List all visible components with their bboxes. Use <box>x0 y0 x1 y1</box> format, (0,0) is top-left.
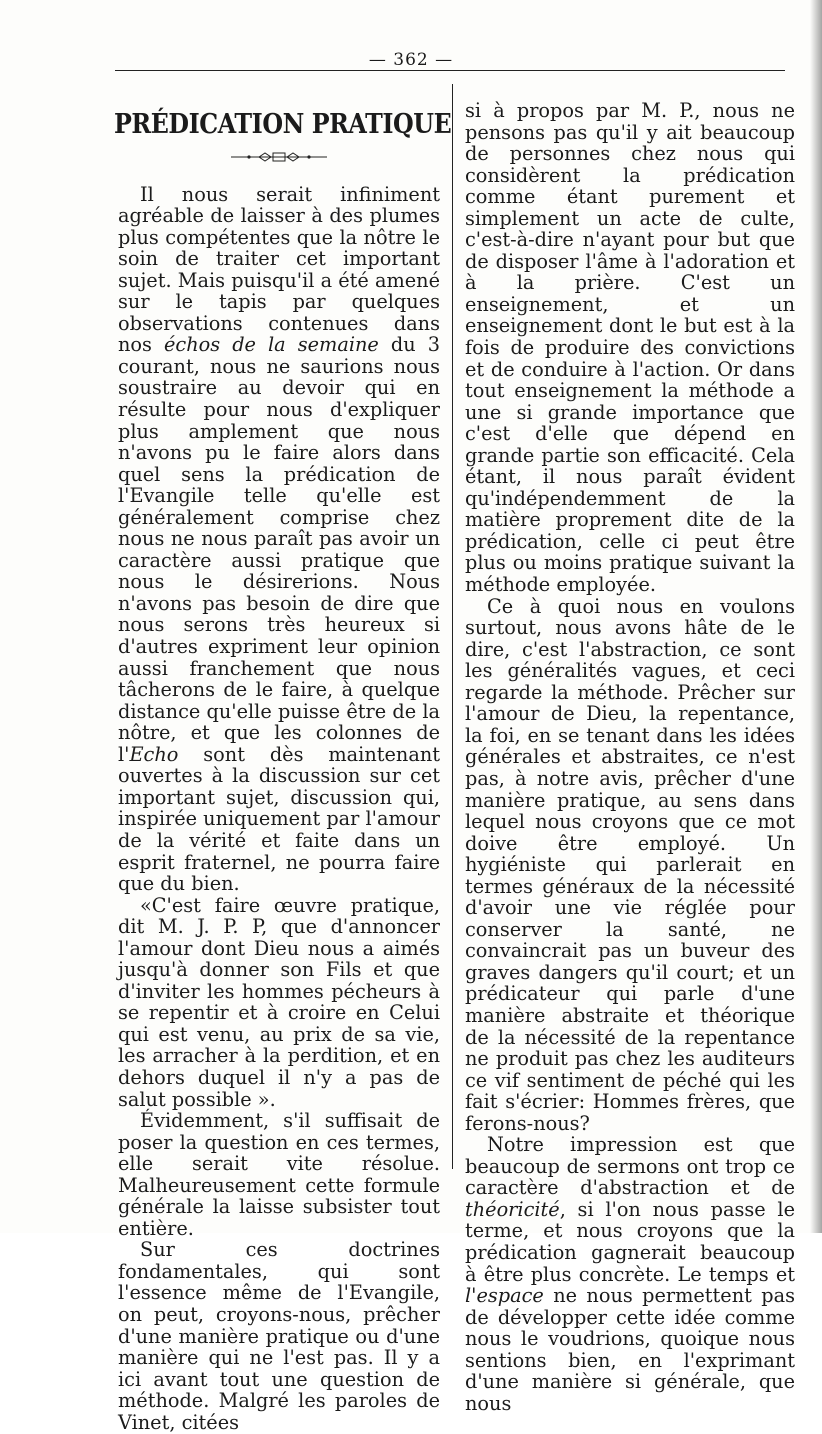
text-span: sont dès maintenant ouvertes à la discussion sur cet important sujet, discussion qui, inspirée uniquement par l'amour de la vérité et faite dans un esprit fraternel, ne pourra faire que du bien. <box>118 742 440 896</box>
text-italic: théoricité <box>465 1197 560 1221</box>
text-span: , si l'on nous passe le terme, et nous croyons que la prédication gagnerait beaucoup à être plus concrète. Le temps et <box>465 1197 795 1286</box>
page-number: — 362 — <box>368 50 454 70</box>
text-span: ne nous permettent pas de développer cette idée comme nous le voudrions, quoique nous sentions bien, en l'exprimant d'une manière si générale, que nous <box>465 1284 795 1415</box>
paragraph: Évidemment, s'il suffisait de poser la question en ces termes, elle serait vite résolue. Malheureusement cette formule générale la laisse subsister tout entière. <box>118 1109 440 1240</box>
paragraph: «C'est faire œuvre pratique, dit M. J. P. P, que d'annoncer l'amour dont Dieu nous a aimés jusqu'à donner son Fils et que d'inviter les hommes pécheurs à se repentir et à croire en Celui qui est venu, au prix de sa vie, les arracher à la perdition, et en dehors duquel il n'y a pas de salut possible ». <box>118 893 440 1111</box>
text-span: Notre impression est que beaucoup de sermons ont trop ce caractère d'abstraction et de <box>465 1133 795 1200</box>
paragraph: Ce à quoi nous en voulons surtout, nous avons hâte de le dire, c'est l'abstraction, ce sont les généralités vagues, et ceci regarde la méthode. Prêcher sur l'amour de Dieu, la repentance, la foi, en se tenant dans les idées générales et abstraites, ce n'est pas, à notre avis, prêcher d'une manière pratique, au sens dans lequel nous croyons que ce mot doive être employé. Un hygiéniste qui parlerait en termes généraux de la nécessité d'avoir une vie réglée pour conserver la santé, ne convaincrait pas un buveur des graves dangers qu'il court; et un prédicateur qui parle d'une manière abstraite et théorique de la nécessité de la repentance ne produit pas chez les auditeurs ce vif sentiment de péché qui les fait s'écrier: Hommes frères, que ferons-nous? <box>465 594 795 1135</box>
paragraph <box>465 1134 795 1414</box>
paragraph: Sur ces doctrines fondamentales, qui sont l'essence même de l'Evangile, on peut, croyons-nous, prêcher d'une manière pratique ou d'une manière qui ne l'est pas. Il y a ici avant tout une question de méthode. Malgré les paroles de Vinet, citées <box>118 1238 440 1434</box>
text-span: Il nous serait infiniment agréable de laisser à des plumes plus compétentes que la nôtre le soin de traiter cet important sujet. Mais puisqu'il a été amené sur le tapis par quelques observations contenues dans nos <box>118 182 440 357</box>
left-column <box>114 100 452 1434</box>
ornament-icon <box>229 150 329 164</box>
right-column <box>465 100 795 1414</box>
text-italic: échos de la semaine <box>164 333 379 357</box>
text-italic: Echo <box>129 742 179 766</box>
text-italic: l'espace <box>465 1284 544 1308</box>
paragraph: si à propos par M. P., nous ne pensons pas qu'il y ait beaucoup de personnes chez nous qui considèrent la prédication comme étant purement et simplement un acte de culte, c'est-à-dire n'ayant pour but que de disposer l'âme à l'adoration et à la prière. C'est un enseignement, et un enseignement dont le but est à la fois de produire des convictions et de conduire à l'action. Or dans tout enseignement la méthode a une si grande importance que c'est d'elle que dépend en grande partie son efficacité. Cela étant, il nous paraît évident qu'indépendemment de la matière proprement dite de la prédication, celle ci peut être plus ou moins pratique suivant la méthode employée. <box>465 99 795 597</box>
header-rule <box>115 70 785 71</box>
page-edge-shadow <box>810 0 822 1233</box>
article-title: PRÉDICATION PRATIQUE <box>114 109 452 140</box>
column-divider <box>452 84 453 1169</box>
text-span: du 3 courant, nous ne saurions nous soustraire au devoir qui en résulte pour nous d'expliquer plus amplement que nous n'avons pu le faire alors dans quel sens la prédication de l'Evangile telle qu'elle est généralement comprise chez nous ne nous paraît pas avoir un caractère aussi pratique que nous le désirerions. Nous n'avons pas besoin de dire que nous serons très heureux si d'autres expriment leur opinion aussi franchement que nous tâcherons de le faire, à quelque distance qu'elle puisse être de la nôtre, et que les colonnes de l' <box>118 333 440 766</box>
paragraph <box>118 184 440 895</box>
